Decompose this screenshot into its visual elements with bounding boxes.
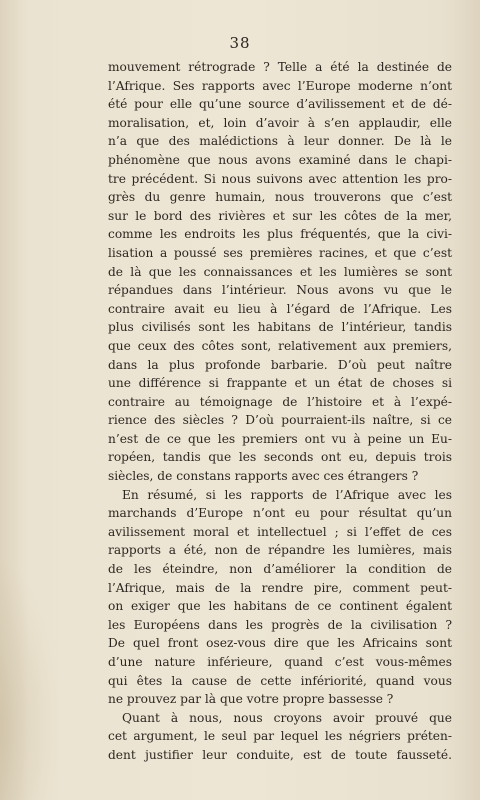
text-line: répandues dans l’intérieur. Nous avons vu que le (108, 283, 452, 298)
text-line: dent justifier leur conduite, est de toute fausseté. (108, 747, 452, 762)
text-line: avilissement moral et intellectuel ; si l’effet de ces (108, 524, 452, 539)
text-line: les Européens dans les progrès de la civilisation ? (108, 617, 452, 632)
text-line: l’Afrique. Ses rapports avec l’Europe moderne n’ont (108, 78, 452, 93)
text-line: tre précédent. Si nous suivons avec attention les pro- (108, 171, 452, 186)
paper-stain (0, 560, 60, 800)
body-text (108, 58, 452, 765)
text-line: plus civilisés sont les habitans de l’intérieur, tandis (108, 320, 452, 335)
text-line: En résumé, si les rapports de l’Afrique avec les (122, 487, 452, 502)
text-line: contraire au témoignage de l’histoire et à l’expé- (108, 394, 452, 409)
text-line: lisation a poussé ses premières racines, et que c’est (108, 245, 452, 260)
text-line: rapports a été, non de répandre les lumières, mais (108, 543, 452, 558)
text-line: n’a que des malédictions à leur donner. De là le (108, 134, 452, 149)
text-line: on exiger que les habitans de ce continent égalent (108, 599, 452, 614)
text-line: l’Afrique, mais de la rendre pire, comment peut- (108, 580, 452, 595)
text-line: qui êtes la cause de cette infériorité, quand vous (108, 673, 452, 688)
paragraph (108, 709, 452, 765)
text-line: phénomène que nous avons examiné dans le chapi- (108, 152, 452, 167)
text-line: que ceux des côtes sont, relativement aux premiers, (108, 338, 452, 353)
text-line: moralisation, et, loin d’avoir à s’en applaudir, elle (108, 115, 452, 130)
text-line: dans la plus profonde barbarie. D’où peut naître (108, 357, 452, 372)
text-line: siècles, de constans rapports avec ces étrangers ? (108, 469, 419, 484)
text-line: ropéen, tandis que les seconds ont eu, depuis trois (108, 450, 452, 465)
text-line: mouvement rétrograde ? Telle a été la destinée de (108, 60, 452, 74)
text-line: grès du genre humain, nous trouverons que c’est (108, 190, 452, 205)
text-line: Quant à nous, nous croyons avoir prouvé que (122, 710, 452, 725)
text-line: d’une nature inférieure, quand c’est vous-mêmes (108, 655, 452, 669)
text-line: été pour elle qu’une source d’avilissement et de dé- (108, 97, 452, 112)
text-line: n’est de ce que les premiers ont vu à peine un Eu- (108, 431, 452, 446)
text-line: sur le bord des rivières et sur les côtes de la mer, (108, 208, 452, 223)
text-line: comme les endroits les plus fréquentés, que la civi- (108, 227, 452, 242)
text-line: cet argument, le seul par lequel les négriers préten- (108, 729, 452, 744)
text-line: rience des siècles ? D’où pourraient-ils naître, si ce (108, 413, 452, 428)
text-line: de les éteindre, non d’améliorer la condition de (108, 562, 452, 577)
text-line: de là que les connaissances et les lumières se sont (108, 264, 452, 279)
page-number: 38 (229, 34, 251, 52)
paragraph (108, 58, 452, 486)
text-line: marchands d’Europe n’ont eu pour résultat qu’un (108, 506, 452, 521)
paragraph (108, 486, 452, 709)
text-line: une différence si frappante et un état de choses si (108, 376, 452, 391)
text-line: contraire avait eu lieu à l’égard de l’Afrique. Les (108, 301, 452, 316)
text-line: De quel front osez-vous dire que les Africains sont (108, 636, 452, 651)
text-line: ne prouvez par là que votre propre bassesse ? (108, 692, 394, 707)
